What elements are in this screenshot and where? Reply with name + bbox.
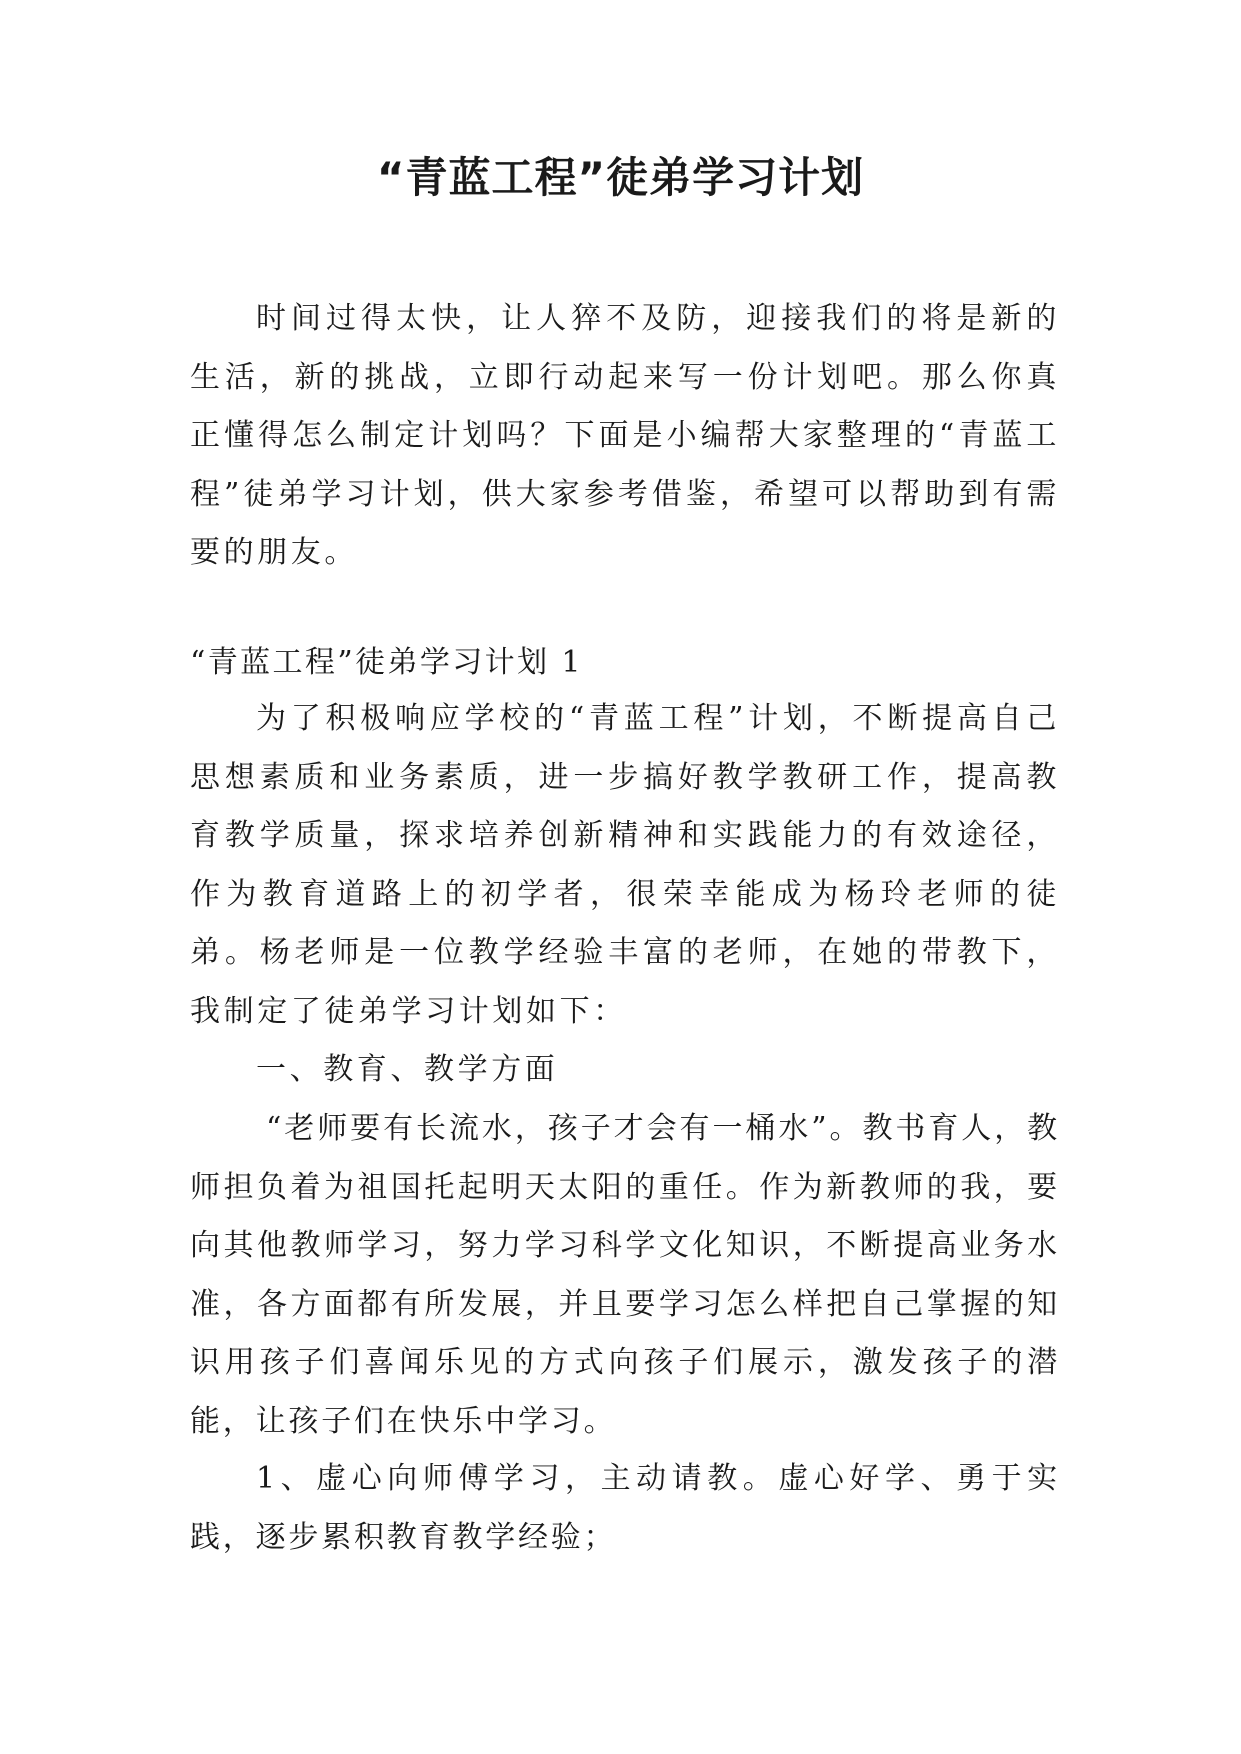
paragraph-3: 1、虚心向师傅学习，主动请教。虚心好学、勇于实践，逐步累积教育教学经验； <box>190 1461 1060 1555</box>
paragraph-1: 为了积极响应学校的“青蓝工程”计划，不断提高自己思想素质和业务素质，进一步搞好教学教研工作，提高教育教学质量，探求培养创新精神和实践能力的有效途径，作为教育道路上的初学者，很荣幸能成为杨玲老师的徒弟。杨老师是一位教学经验丰富的老师，在她的带教下，我制定了徒弟学习计划如下： <box>190 701 1060 1029</box>
paragraph-2: “老师要有长流水，孩子才会有一桶水”。教书育人，教师担负着为祖国托起明天太阳的重任。作为新教师的我，要向其他教师学习，努力学习科学文化知识，不断提高业务水准，各方面都有所发展，并且要学习怎么样把自己掌握的知识用孩子们喜闻乐见的方式向孩子们展示，激发孩子的潜能，让孩子们在快乐中学习。 <box>190 1111 1060 1439</box>
heading-education-teaching: 一、教育、教学方面 <box>256 1052 559 1087</box>
intro-paragraph: 时间过得太快，让人猝不及防，迎接我们的将是新的生活，新的挑战，立即行动起来写一份计划吧。那么你真正懂得怎么制定计划吗？下面是小编帮大家整理的“青蓝工程”徒弟学习计划，供大家参考借鉴，希望可以帮助到有需要的朋友。 <box>190 301 1060 570</box>
document-title: “青蓝工程”徒弟学习计划 <box>376 153 865 202</box>
section-title: “青蓝工程”徒弟学习计划 1 <box>190 645 583 680</box>
